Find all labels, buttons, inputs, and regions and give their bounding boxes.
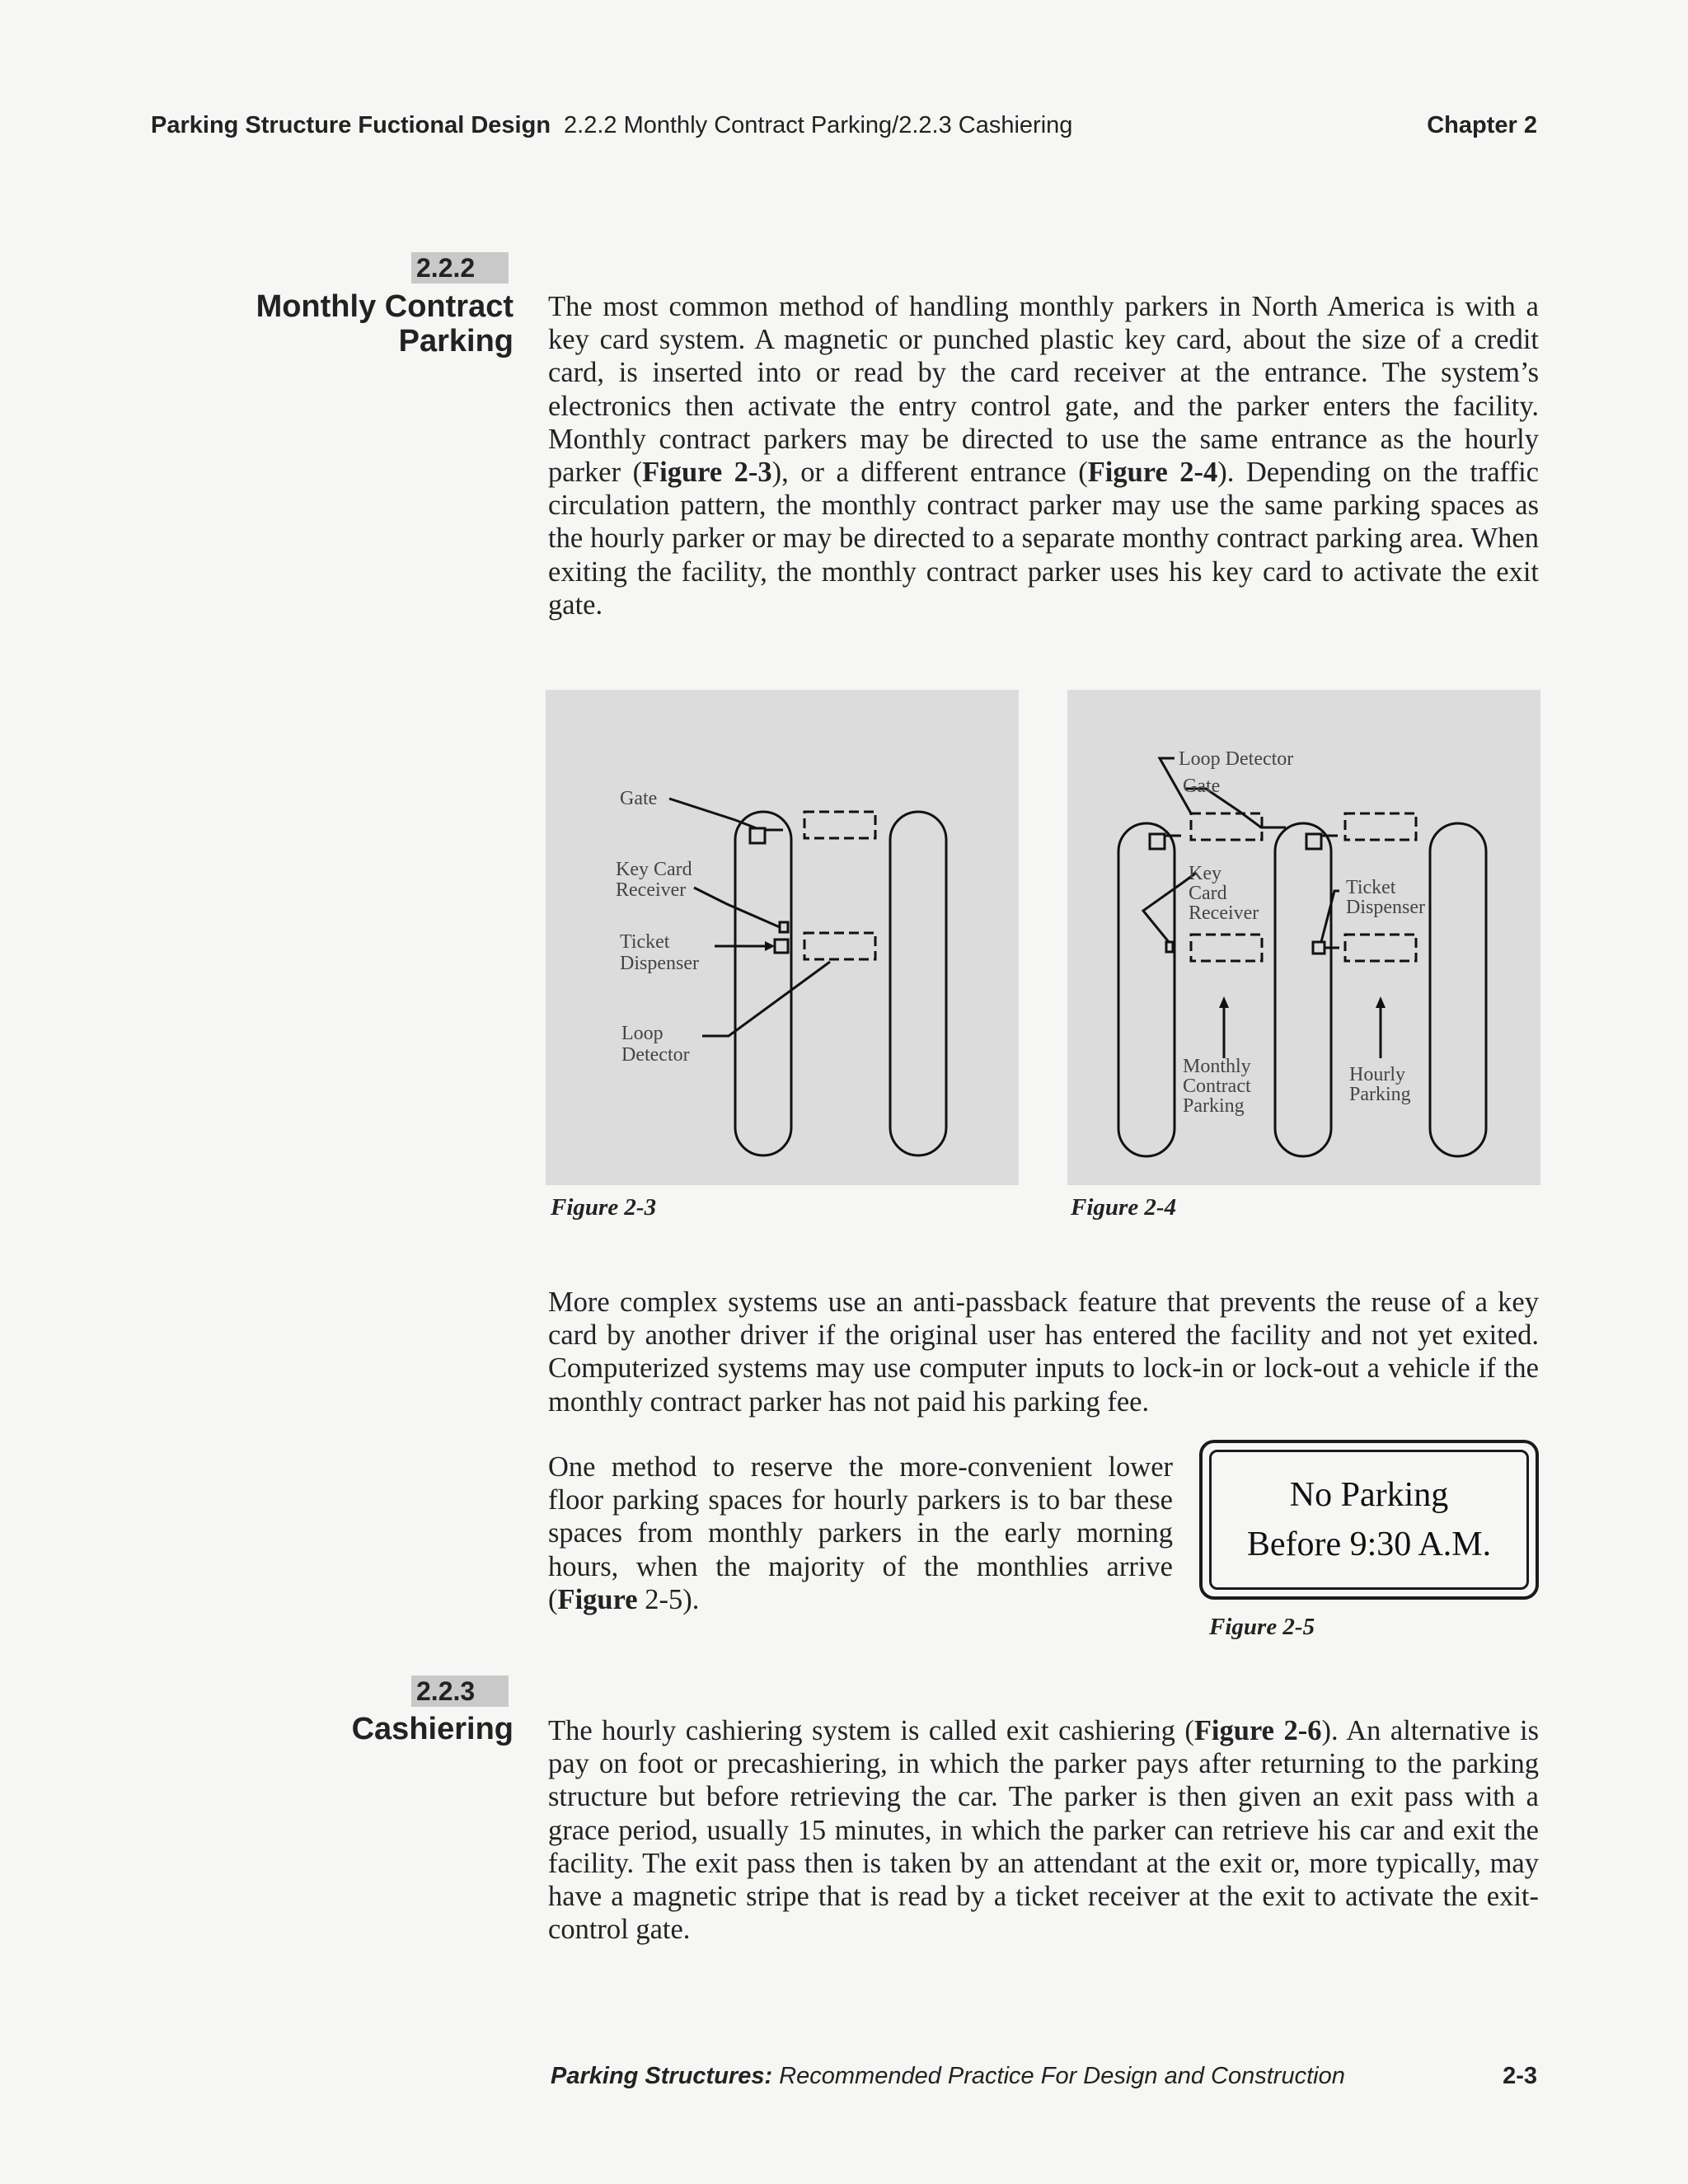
loop-detector-outline bbox=[1191, 813, 1262, 840]
section-title-line: Parking bbox=[398, 324, 513, 359]
label-key-card: Receiver bbox=[616, 879, 687, 901]
footer-subtitle: Recommended Practice For Design and Construction bbox=[772, 2063, 1345, 2089]
loop-detector-outline bbox=[1191, 935, 1262, 961]
text-run: ). An alternative is pay on foot or precashiering, in which the parker pays after returning to the parking structure but before retrieving the car. The parker is then given an exit pass with a grace period, usually 15 minutes, in which the parker can retrieve his car and exit the facility. The exit pass then is taken by an attendant at the exit or, more typically, may have a magnetic stripe that is read by a ticket receiver at the exit to activate the exit-control gate. bbox=[548, 1715, 1539, 1946]
parking-island bbox=[890, 812, 946, 1155]
section-number-2-2-3: 2.2.3 bbox=[411, 1675, 509, 1707]
loop-detector-outline bbox=[804, 812, 875, 838]
parking-island bbox=[1118, 823, 1175, 1156]
figure-2-5-caption: Figure 2-5 bbox=[1209, 1614, 1315, 1640]
sign-face bbox=[1209, 1450, 1529, 1590]
label-loop-detector: Detector bbox=[621, 1044, 690, 1066]
parking-island bbox=[1275, 823, 1331, 1156]
section-title-line: Monthly Contract bbox=[256, 289, 513, 324]
section-title-monthly-contract-parking bbox=[181, 289, 513, 359]
label-key-card: Key Card bbox=[616, 859, 692, 880]
paragraph-anti-passback: More complex systems use an anti-passback feature that prevents the reuse of a key card by another driver if the original user has entered the facility and not yet exited. Computerized systems may use computer inputs to lock-in or lock-out a vehicle if the monthly contract parker has not paid his parking fee. bbox=[548, 1286, 1539, 1418]
figure-2-3-diagram bbox=[546, 690, 1019, 1185]
label-key-card-receiver: Key bbox=[1189, 863, 1221, 884]
leader-line bbox=[1143, 874, 1195, 942]
key-card-receiver-box bbox=[1166, 942, 1173, 952]
label-key-card-receiver: Card bbox=[1189, 883, 1227, 904]
figure-2-4-caption: Figure 2-4 bbox=[1071, 1194, 1177, 1221]
gate-box bbox=[750, 828, 765, 843]
section-title-cashiering: Cashiering bbox=[351, 1712, 513, 1746]
ticket-dispenser-box bbox=[1313, 942, 1325, 954]
figure-2-4-diagram bbox=[1067, 690, 1540, 1185]
paragraph-key-card-system bbox=[548, 290, 1539, 621]
chapter-label: Chapter 2 bbox=[1427, 112, 1537, 138]
figure-reference: Figure bbox=[557, 1583, 638, 1615]
label-monthly-contract-parking: Parking bbox=[1183, 1095, 1245, 1117]
label-loop-detector: Loop Detector bbox=[1179, 748, 1294, 770]
gate-box bbox=[1150, 834, 1165, 849]
no-parking-sign bbox=[1199, 1440, 1539, 1600]
gate-box bbox=[1306, 834, 1321, 849]
label-ticket-dispenser: Dispenser bbox=[1346, 897, 1425, 918]
ticket-dispenser-box bbox=[775, 940, 788, 953]
text-run: The most common method of handling monthly parkers in North America is with a key card system. A magnetic or punched plastic key card, about the size of a credit card, is inserted into or read by the card receiver at the entrance. The system’s electronics then activate the entry control gate, and the parker enters the facility. Monthly contract parkers may be directed to use the same entrance as the hourly parker ( bbox=[548, 291, 1539, 489]
paragraph-reserve-spaces bbox=[548, 1451, 1173, 1616]
leader-line bbox=[702, 962, 830, 1036]
leader-line bbox=[669, 799, 757, 828]
paragraph-exit-cashiering bbox=[548, 1714, 1539, 1946]
running-footer bbox=[551, 2063, 1345, 2090]
label-gate: Gate bbox=[1183, 776, 1221, 797]
parking-island bbox=[1430, 823, 1486, 1156]
label-loop-detector: Loop bbox=[621, 1023, 663, 1044]
label-ticket-dispenser: Dispenser bbox=[620, 953, 699, 974]
book-title: Parking Structure Fuctional Design bbox=[151, 112, 551, 138]
label-hourly-parking: Hourly bbox=[1349, 1064, 1405, 1085]
label-ticket-dispenser: Ticket bbox=[620, 931, 670, 953]
label-ticket-dispenser: Ticket bbox=[1346, 877, 1396, 898]
leader-line bbox=[694, 888, 780, 927]
loop-detector-outline bbox=[1345, 935, 1416, 961]
loop-detector-outline bbox=[804, 933, 875, 959]
running-header bbox=[151, 112, 1537, 139]
figure-reference: Figure 2-4 bbox=[1087, 457, 1218, 489]
label-monthly-contract-parking: Monthly bbox=[1183, 1056, 1251, 1077]
figure-reference: Figure 2-3 bbox=[642, 457, 772, 489]
sign-line: No Parking bbox=[1289, 1476, 1449, 1514]
footer-book-title: Parking Structures: bbox=[551, 2063, 773, 2089]
section-reference: 2.2.2 Monthly Contract Parking/2.2.3 Cashiering bbox=[564, 112, 1073, 138]
text-run: ), or a different entrance ( bbox=[771, 457, 1088, 489]
label-gate: Gate bbox=[620, 788, 658, 809]
sign-line: Before 9:30 A.M. bbox=[1246, 1526, 1492, 1563]
label-hourly-parking: Parking bbox=[1349, 1084, 1411, 1105]
loop-detector-outline bbox=[1345, 813, 1416, 840]
figure-2-3-caption: Figure 2-3 bbox=[551, 1194, 657, 1221]
key-card-receiver-box bbox=[780, 922, 788, 932]
label-key-card-receiver: Receiver bbox=[1189, 902, 1259, 924]
text-run: ). Depending on the traffic circulation pattern, the monthly contract parker may use the same parking spaces as the hourly parker or may be directed to a separate monthy contract parking area. When exiting the facility, the monthly contract parker uses his key card to activate the exit gate. bbox=[548, 457, 1539, 621]
figure-2-4-panel bbox=[1067, 690, 1540, 1185]
text-run: The hourly cashiering system is called exit cashiering ( bbox=[548, 1715, 1194, 1746]
page-number: 2-3 bbox=[1503, 2063, 1537, 2089]
section-number-2-2-2: 2.2.2 bbox=[411, 252, 509, 284]
text-run: One method to reserve the more-convenient lower floor parking spaces for hourly parkers is to bar these spaces from monthly parkers in the early morning hours, when the majority of the monthlies arrive ( bbox=[548, 1451, 1173, 1615]
label-monthly-contract-parking: Contract bbox=[1183, 1076, 1251, 1097]
figure-reference: Figure 2-6 bbox=[1193, 1715, 1322, 1746]
text-run: 2-5). bbox=[637, 1583, 700, 1615]
figure-2-3-panel bbox=[546, 690, 1019, 1185]
parking-island bbox=[735, 812, 791, 1155]
